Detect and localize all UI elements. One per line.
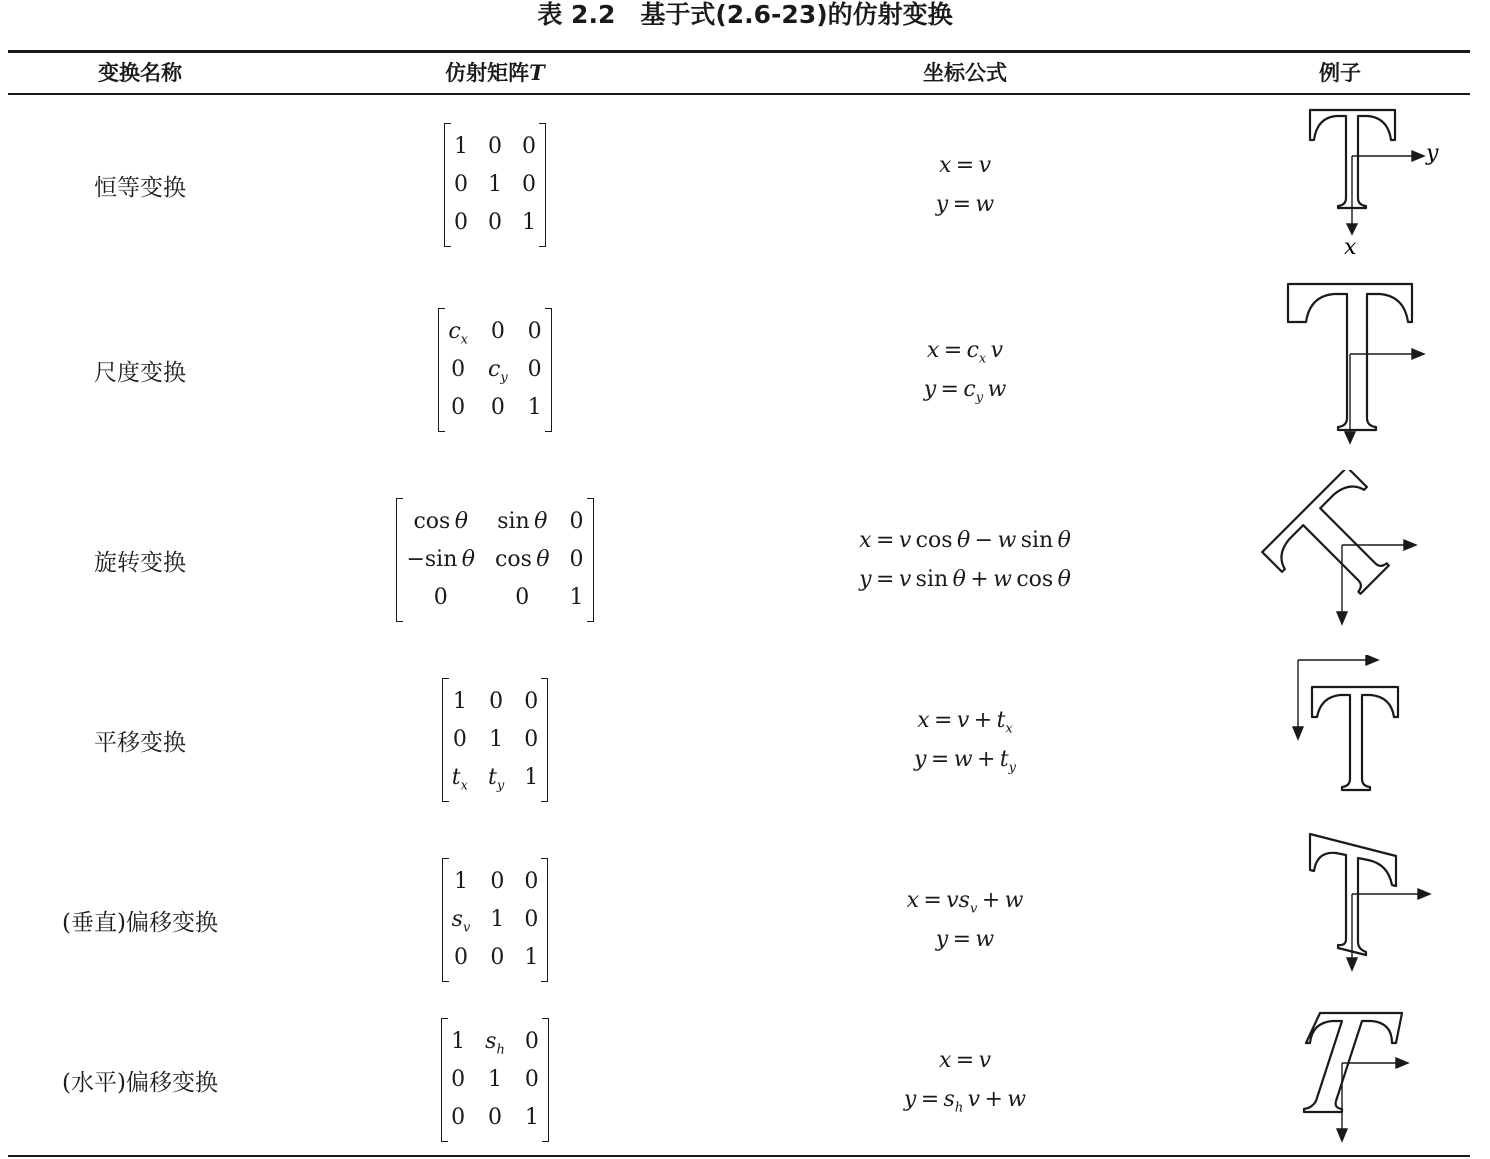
matrix-entry: 1 [488,172,502,197]
matrix-entry: 1 [524,945,539,970]
header-example [1240,58,1440,88]
transform-name: 旋转变换 [94,549,186,576]
matrix-entry: 0 [490,395,505,420]
matrix-cell [300,655,690,825]
x-axis-label: x [1344,235,1357,260]
example-cell [1240,100,1470,270]
matrix-entry: 1 [569,585,584,610]
matrix-entry: 0 [451,395,466,420]
coordinate-formula: $x = v + t_x$ [917,708,1013,737]
table-row [0,655,1490,825]
matrix-entry: 1 [524,1105,539,1130]
matrix-entry: 0 [454,210,468,235]
axis-arrows [1337,1058,1408,1141]
example-cell [1240,655,1470,825]
coordinate-formula: x = v [938,1048,992,1073]
top-rule [8,50,1470,53]
affine-matrix [441,1018,549,1142]
example-cell [1240,1005,1470,1155]
table-row [0,470,1490,650]
matrix-entry: 1 [522,210,536,235]
matrix-entry: 0 [488,210,502,235]
matrix-entry: 0 [490,319,505,344]
matrix-entry: $c_y$ [487,357,508,386]
formula-cell [760,100,1170,270]
table-row [0,830,1490,1010]
coordinate-formula: $x = vs_v + w$ [906,888,1024,917]
matrix-cell [300,830,690,1010]
bottom-rule [8,1155,1470,1157]
matrix-entry: 0 [451,1067,466,1092]
matrix-entry: 1 [527,395,542,420]
matrix-entry: 0 [524,727,539,752]
matrix-entry: 1 [489,727,504,752]
matrix-entry: 0 [515,585,530,610]
coordinate-formula: $y = s_h$ v + w [903,1087,1027,1116]
example-cell [1240,470,1470,650]
matrix-entry: 1 [524,765,539,790]
translation-example-figure [1240,655,1470,825]
matrix-entry: 0 [569,547,584,572]
matrix-entry: sin θ [497,509,548,534]
matrix-entry: 0 [524,1029,539,1054]
formula-cell [760,830,1170,1010]
table-caption: 表 2.2 基于式(2.6-23)的仿射变换 [537,0,953,29]
matrix-entry: cos θ [413,509,468,534]
matrix-entry: $t_x$ [451,765,468,794]
table-row [0,1005,1490,1155]
axis-arrows [1337,540,1416,624]
matrix-entry: 0 [489,689,504,714]
matrix-entry: 0 [488,134,502,159]
matrix-entry: 0 [527,319,542,344]
matrix-entry: 1 [454,869,468,894]
matrix-entry: 0 [524,869,539,894]
coordinate-formula: $y = c_y$ w [923,377,1007,406]
header-formula-label: 坐标公式 [923,61,1007,85]
matrix-entry: $s_v$ [451,907,471,936]
matrix-entry: cos θ [495,547,550,572]
matrix-entry: 1 [452,689,467,714]
matrix-entry: 0 [522,172,536,197]
coordinate-formula: $y = w + t_y$ [914,747,1016,776]
header-matrix-symbol: T [529,60,545,85]
coordinate-formula: x = v cos θ − w sin θ [859,528,1071,553]
transform-name: 恒等变换 [94,174,186,201]
matrix-entry: 0 [524,689,539,714]
affine-matrix [442,858,549,982]
horizontal-shear-example-figure [1240,1005,1470,1155]
axis-arrows [1293,655,1378,739]
matrix-entry: 0 [487,1105,502,1130]
axis-arrows [1347,889,1430,970]
matrix-cell [300,1005,690,1155]
coordinate-formula: y = w [935,192,995,217]
example-cell [1240,280,1470,460]
vertical-shear-example-figure [1240,830,1470,1010]
header-example-label: 例子 [1319,61,1361,85]
letter-t-glyph [1312,687,1398,790]
transform-name: (水平)偏移变换 [62,1069,218,1096]
letter-t-glyph [1262,470,1417,622]
affine-matrix [444,123,546,247]
transform-name: 平移变换 [94,729,186,756]
formula-cell [760,1005,1170,1155]
affine-matrix [396,498,593,622]
matrix-entry: 0 [569,509,584,534]
coordinate-formula: y = w [935,927,995,952]
affine-matrix [442,678,548,802]
header-rule [8,93,1470,95]
formula-cell [760,470,1170,650]
transform-name: 尺度变换 [94,359,186,386]
matrix-entry: 0 [452,727,467,752]
matrix-entry: 1 [487,1067,502,1092]
header-affine-matrix [300,58,690,88]
coordinate-formula: $x = c_x$ v [926,338,1004,367]
matrix-entry: 0 [490,869,505,894]
header-coordinate-formula [760,58,1170,88]
rotation-example-figure [1240,470,1470,650]
identity-example-figure [1240,100,1470,270]
matrix-entry: $s_h$ [485,1029,505,1058]
header-transform-name [0,58,280,88]
matrix-entry: 0 [524,1067,539,1092]
matrix-cell [300,280,690,460]
matrix-cell [300,100,690,270]
matrix-entry: $c_x$ [448,319,468,348]
scale-example-figure [1240,280,1470,460]
table-row [0,100,1490,270]
coordinate-formula: x = v [938,153,992,178]
matrix-cell [300,470,690,650]
matrix-entry: 0 [451,1105,466,1130]
matrix-entry: 1 [490,907,505,932]
matrix-entry: 0 [524,907,539,932]
transform-name: (垂直)偏移变换 [62,909,218,936]
y-axis-label: y [1426,141,1439,166]
formula-cell [760,655,1170,825]
header-matrix-label: 仿射矩阵 [445,61,530,85]
matrix-entry: 0 [454,172,468,197]
matrix-entry: $t_y$ [487,765,505,794]
coordinate-formula: y = v sin θ + w cos θ [859,567,1071,592]
matrix-entry: 0 [451,357,466,382]
matrix-entry: 0 [522,134,536,159]
formula-cell [760,280,1170,460]
example-cell [1240,830,1470,1010]
affine-matrix [438,308,551,432]
matrix-entry: 0 [454,945,468,970]
matrix-entry: 1 [454,134,468,159]
matrix-entry: 0 [433,585,448,610]
matrix-entry: 0 [527,357,542,382]
matrix-entry: 1 [451,1029,466,1054]
matrix-entry: 0 [490,945,505,970]
table-row [0,280,1490,460]
matrix-entry: −sin θ [406,547,476,572]
header-name-label: 变换名称 [98,61,182,85]
